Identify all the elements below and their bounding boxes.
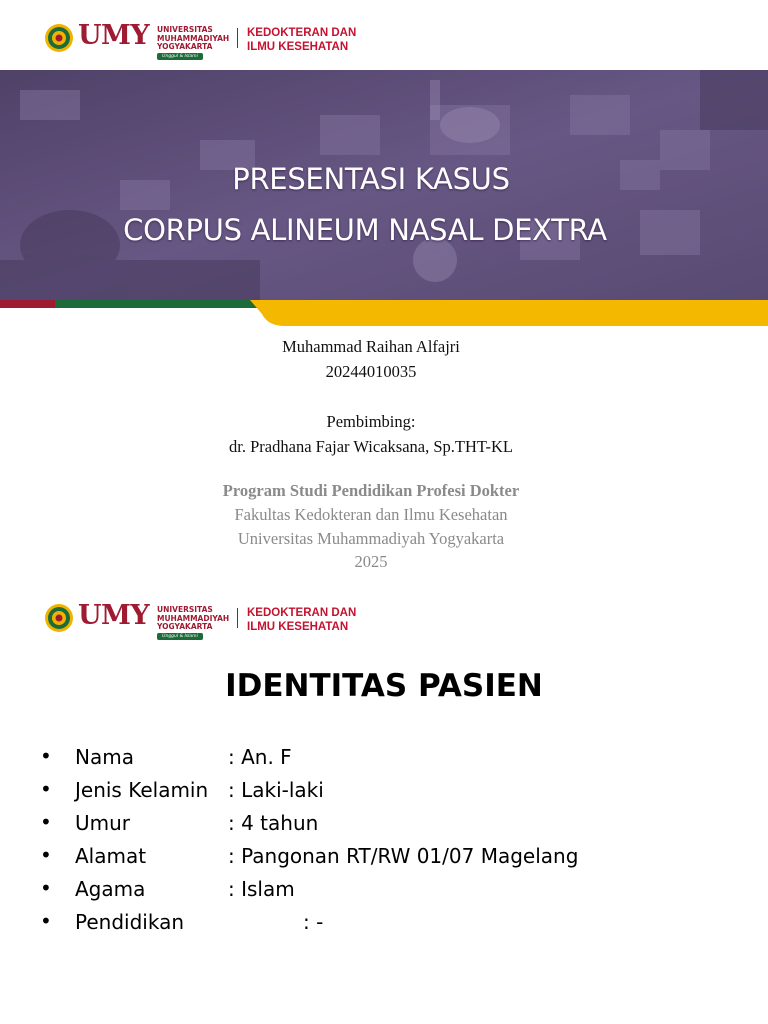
logo-brand: UMY [78,20,150,51]
program-name: Program Studi Pendidikan Profesi Dokter [222,481,520,500]
logo-faculty-name: KEDOKTERAN DAN ILMU KESEHATAN [247,607,357,633]
bullet: • [40,909,52,933]
identity-value: : Islam [228,877,295,901]
logo-tagline: Unggul & Islami [157,633,203,640]
logo-university-name: UNIVERSITAS MUHAMMADIYAH YOGYAKARTA [157,25,230,52]
identity-value: : Laki-laki [228,778,324,802]
presentation-year: 2025 [354,552,388,571]
presentation-title-line-1: PRESENTASI KASUS [232,162,510,196]
patient-identity-slide [0,580,768,1024]
university-name: Universitas Muhammadiyah Yogyakarta [237,529,505,548]
faculty-name: Fakultas Kedokteran dan Ilmu Kesehatan [234,505,508,524]
brand-color-band [0,300,768,326]
bullet: • [40,777,52,801]
hero-banner [0,70,768,302]
logo-university-name: UNIVERSITAS MUHAMMADIYAH YOGYAKARTA [157,605,230,632]
identity-label: Jenis Kelamin [75,778,209,802]
presenter-id: 20244010035 [325,362,417,381]
presentation-title-line-2: CORPUS ALINEUM NASAL DEXTRA [123,213,607,247]
bullet: • [40,876,52,900]
logo-divider [237,28,238,48]
identity-value: : 4 tahun [228,811,319,835]
logo-faculty-name: KEDOKTERAN DAN ILMU KESEHATAN [247,27,357,53]
identity-value: : Pangonan RT/RW 01/07 Magelang [228,844,579,868]
identity-value: : An. F [228,745,292,769]
bullet: • [40,843,52,867]
identity-value: : - [303,910,324,934]
bullet: • [40,810,52,834]
presenter-name: Muhammad Raihan Alfajri [282,337,460,356]
identity-label: Alamat [75,844,147,868]
umy-logo [44,602,374,642]
umy-logo [44,22,374,62]
identity-label: Umur [75,811,131,835]
umy-seal-icon [44,23,74,53]
logo-brand: UMY [78,600,150,631]
slide-title: IDENTITAS PASIEN [225,668,543,704]
identity-label: Nama [75,745,134,769]
bullet: • [40,744,52,768]
supervisor-label: Pembimbing: [326,412,416,431]
logo-tagline: Unggul & Islami [157,53,203,60]
identity-label: Pendidikan [75,910,184,934]
logo-divider [237,608,238,628]
umy-seal-icon [44,603,74,633]
identity-label: Agama [75,877,146,901]
supervisor-name: dr. Pradhana Fajar Wicaksana, Sp.THT-KL [229,437,513,456]
